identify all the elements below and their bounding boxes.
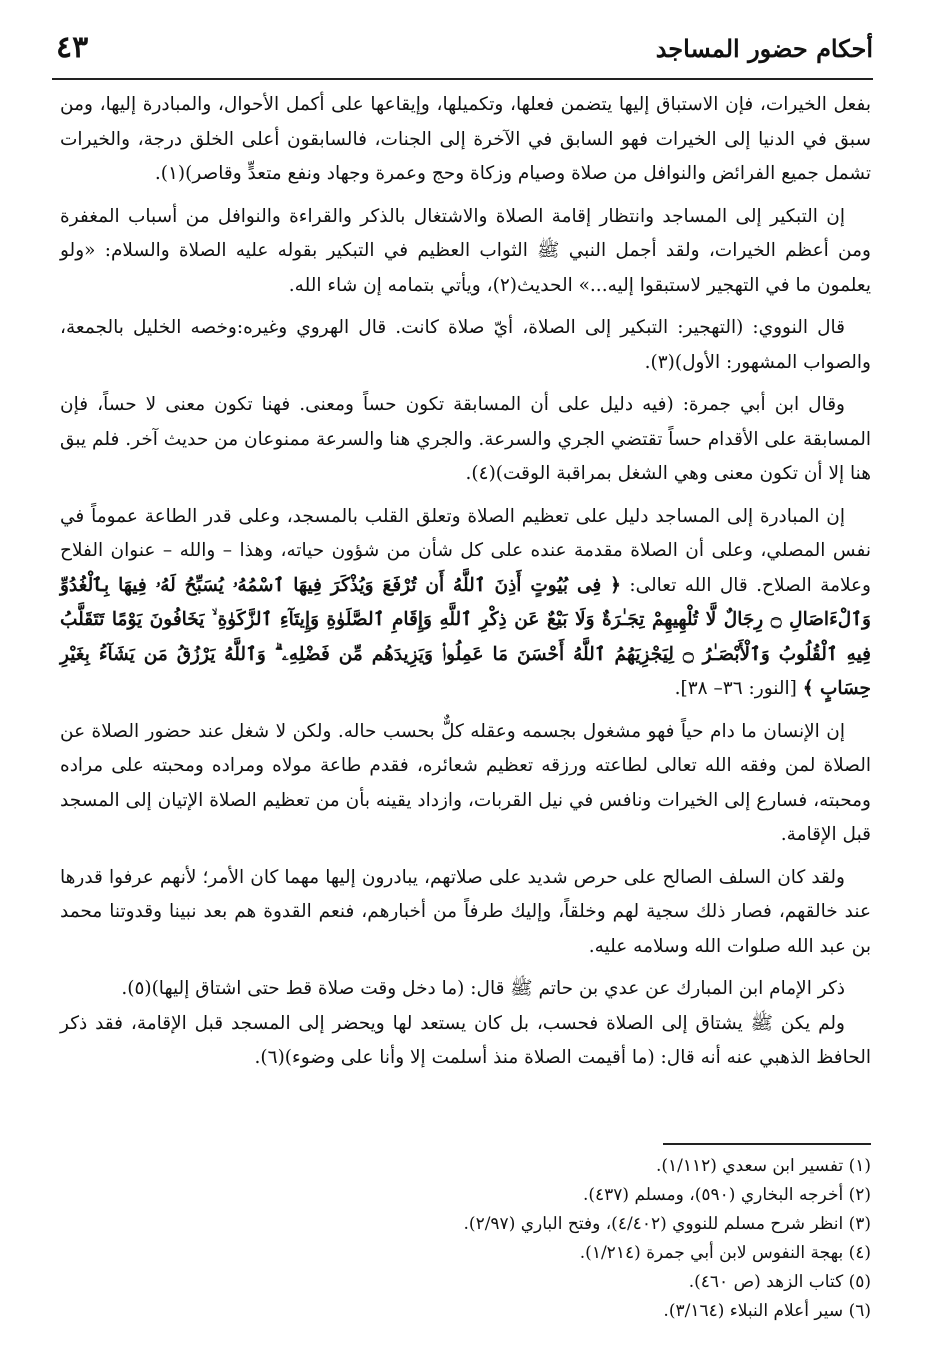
paragraph-2: إن التبكير إلى المساجد وانتظار إقامة الصلاة والاشتغال بالذكر والقراءة والنوافل من أسباب المغفرة ومن أعظم الخيرات، ولقد أجمل النبي ﷺ الثواب العظيم في التبكير بقوله عليه الصلاة والسلام: «ولو يعلمون ما في التهجير لاستبقوا إليه...» الحديث(٢)، ويأتي بتمامه إن شاء الله. bbox=[60, 205, 871, 296]
footnote-2: (٢) أخرجه البخاري (٥٩٠)، ومسلم (٤٣٧). bbox=[582, 1185, 871, 1205]
page-number: ٤٣ bbox=[56, 30, 89, 65]
footnote-1: (١) تفسير ابن سعدي (١/١١٢). bbox=[655, 1156, 871, 1176]
paragraph-5 bbox=[60, 500, 871, 707]
paragraph-9: ولم يكن ﷺ يشتاق إلى الصلاة فحسب، بل كان يستعد لها ويحضر إلى المسجد قبل الإقامة، فقد ذكر الحافظ الذهبي عنه أنه قال: (ما أقيمت الصلاة منذ أسلمت إلا وأنا على وضوء)(٦). bbox=[60, 1012, 871, 1068]
paragraph-5-text: إن المبادرة إلى المساجد دليل على تعظيم الصلاة وتعلق القلب بالمسجد، وعلى قدر الطاعة عموماً في نفس المصلي، وعلى أن الصلاة مقدمة عنده على كل شأن من شؤون حياته، وهذا – والله – عنوان الفلاح وعلامة الصلاح. قال الله تعالى: bbox=[60, 505, 871, 596]
quran-reference: [النور: ٣٦– ٣٨]. bbox=[674, 678, 797, 699]
running-title: أحكام حضور المساجد bbox=[655, 34, 873, 63]
footnote-4: (٤) بهجة النفوس لابن أبي جمرة (١/٢١٤). bbox=[579, 1243, 871, 1263]
paragraph-3: قال النووي: (التهجير: التبكير إلى الصلاة، أيّ صلاة كانت. قال الهروي وغيره:وخصه الخليل بالجمعة، والصواب المشهور: الأول)(٣). bbox=[60, 317, 871, 373]
paragraph-7: ولقد كان السلف الصالح على حرص شديد على صلاتهم، يبادرون إليها مهما كان الأمر؛ لأنهم عرفوا قدرها عند خالقهم، فصار ذلك سجية لهم وخلقاً، وإليك طرفاً من أخبارهم، فنعم القدوة هم بعد نبينا وقدوتنا محمد بن عبد الله صلوات الله وسلامه عليه. bbox=[60, 866, 871, 957]
footnote-separator bbox=[663, 1143, 871, 1145]
main-text bbox=[60, 88, 871, 1084]
paragraph-8: ذكر الإمام ابن المبارك عن عدي بن حاتم ﷺ قال: (ما دخل وقت صلاة قط حتى اشتاق إليها)(٥). bbox=[121, 978, 845, 999]
paragraph-1: بفعل الخيرات، فإن الاستباق إليها يتضمن فعلها، وتكميلها، وإيقاعها على أكمل الأحوال، والمبادرة إليها، ومن سبق في الدنيا إلى الخيرات فهو السابق في الآخرة إلى الجنات، فالسابقون أعلى الخلق درجة، والخيرات تشمل جميع الفرائض والنوافل من صلاة وصيام وزكاة وحج وعمرة وجهاد ونفع متعدٍّ وقاصر)(١). bbox=[60, 94, 871, 184]
quran-verse: ﴿ فِى بُيُوتٍ أَذِنَ ٱللَّهُ أَن تُرْفَعَ وَيُذْكَرَ فِيهَا ٱسْمُهُۥ يُسَبِّحُ لَهُۥ فِيهَا بِٱلْغُدُوِّ وَٱلْءَاصَالِ ۝ رِجَالٌ لَّا تُلْهِيهِمْ تِجَـٰرَةٌ وَلَا بَيْعٌ عَن ذِكْرِ ٱللَّهِ وَإِقَامِ ٱلصَّلَوٰةِ وَإِيتَآءِ ٱلزَّكَوٰةِ ۙ يَخَافُونَ يَوْمًا تَتَقَلَّبُ فِيهِ ٱلْقُلُوبُ وَٱلْأَبْصَـٰرُ ۝ لِيَجْزِيَهُمُ ٱللَّهُ أَحْسَنَ مَا عَمِلُوا۟ وَيَزِيدَهُم مِّن فَضْلِهِۦ ۗ وَٱللَّهُ يَرْزُقُ مَن يَشَآءُ بِغَيْرِ حِسَابٍ ﴾ bbox=[60, 574, 871, 699]
footnote-5: (٥) كتاب الزهد (ص ٤٦٠). bbox=[688, 1272, 871, 1292]
footnote-6: (٦) سير أعلام النبلاء (٣/١٦٤). bbox=[663, 1301, 871, 1321]
paragraph-4: وقال ابن أبي جمرة: (فيه دليل على أن المسابقة تكون حساً ومعنى. فهنا تكون معنى لا حساً، فإن المسابقة على الأقدام حساً تقتضي الجري والسرعة. والجري هنا والسرعة ممنوعان من حديث آخر. فلم يبق هنا إلا أن تكون معنى وهي الشغل بمراقبة الوقت)(٤). bbox=[60, 394, 871, 484]
paragraph-6: إن الإنسان ما دام حياً فهو مشغول بجسمه وعقله كلٌّ بحسب حاله. ولكن لا شغل عند حضور الصلاة عن الصلاة لمن وفقه الله تعالى لطاعته ورزقه تعظيم شعائره، فقدم طاعة مولاه ومراده ومحبته على مراده ومحبته، فسارع إلى الخيرات ونافس في نيل القربات، وازداد يقينه بأن من تعظيم الصلاة الإتيان إلى المسجد قبل الإقامة. bbox=[60, 720, 871, 845]
page-header bbox=[52, 30, 873, 80]
footnote-3: (٣) انظر شرح مسلم للنووي (٤/٤٠٢)، وفتح الباري (٢/٩٧). bbox=[463, 1214, 871, 1234]
footnotes bbox=[300, 1152, 871, 1326]
